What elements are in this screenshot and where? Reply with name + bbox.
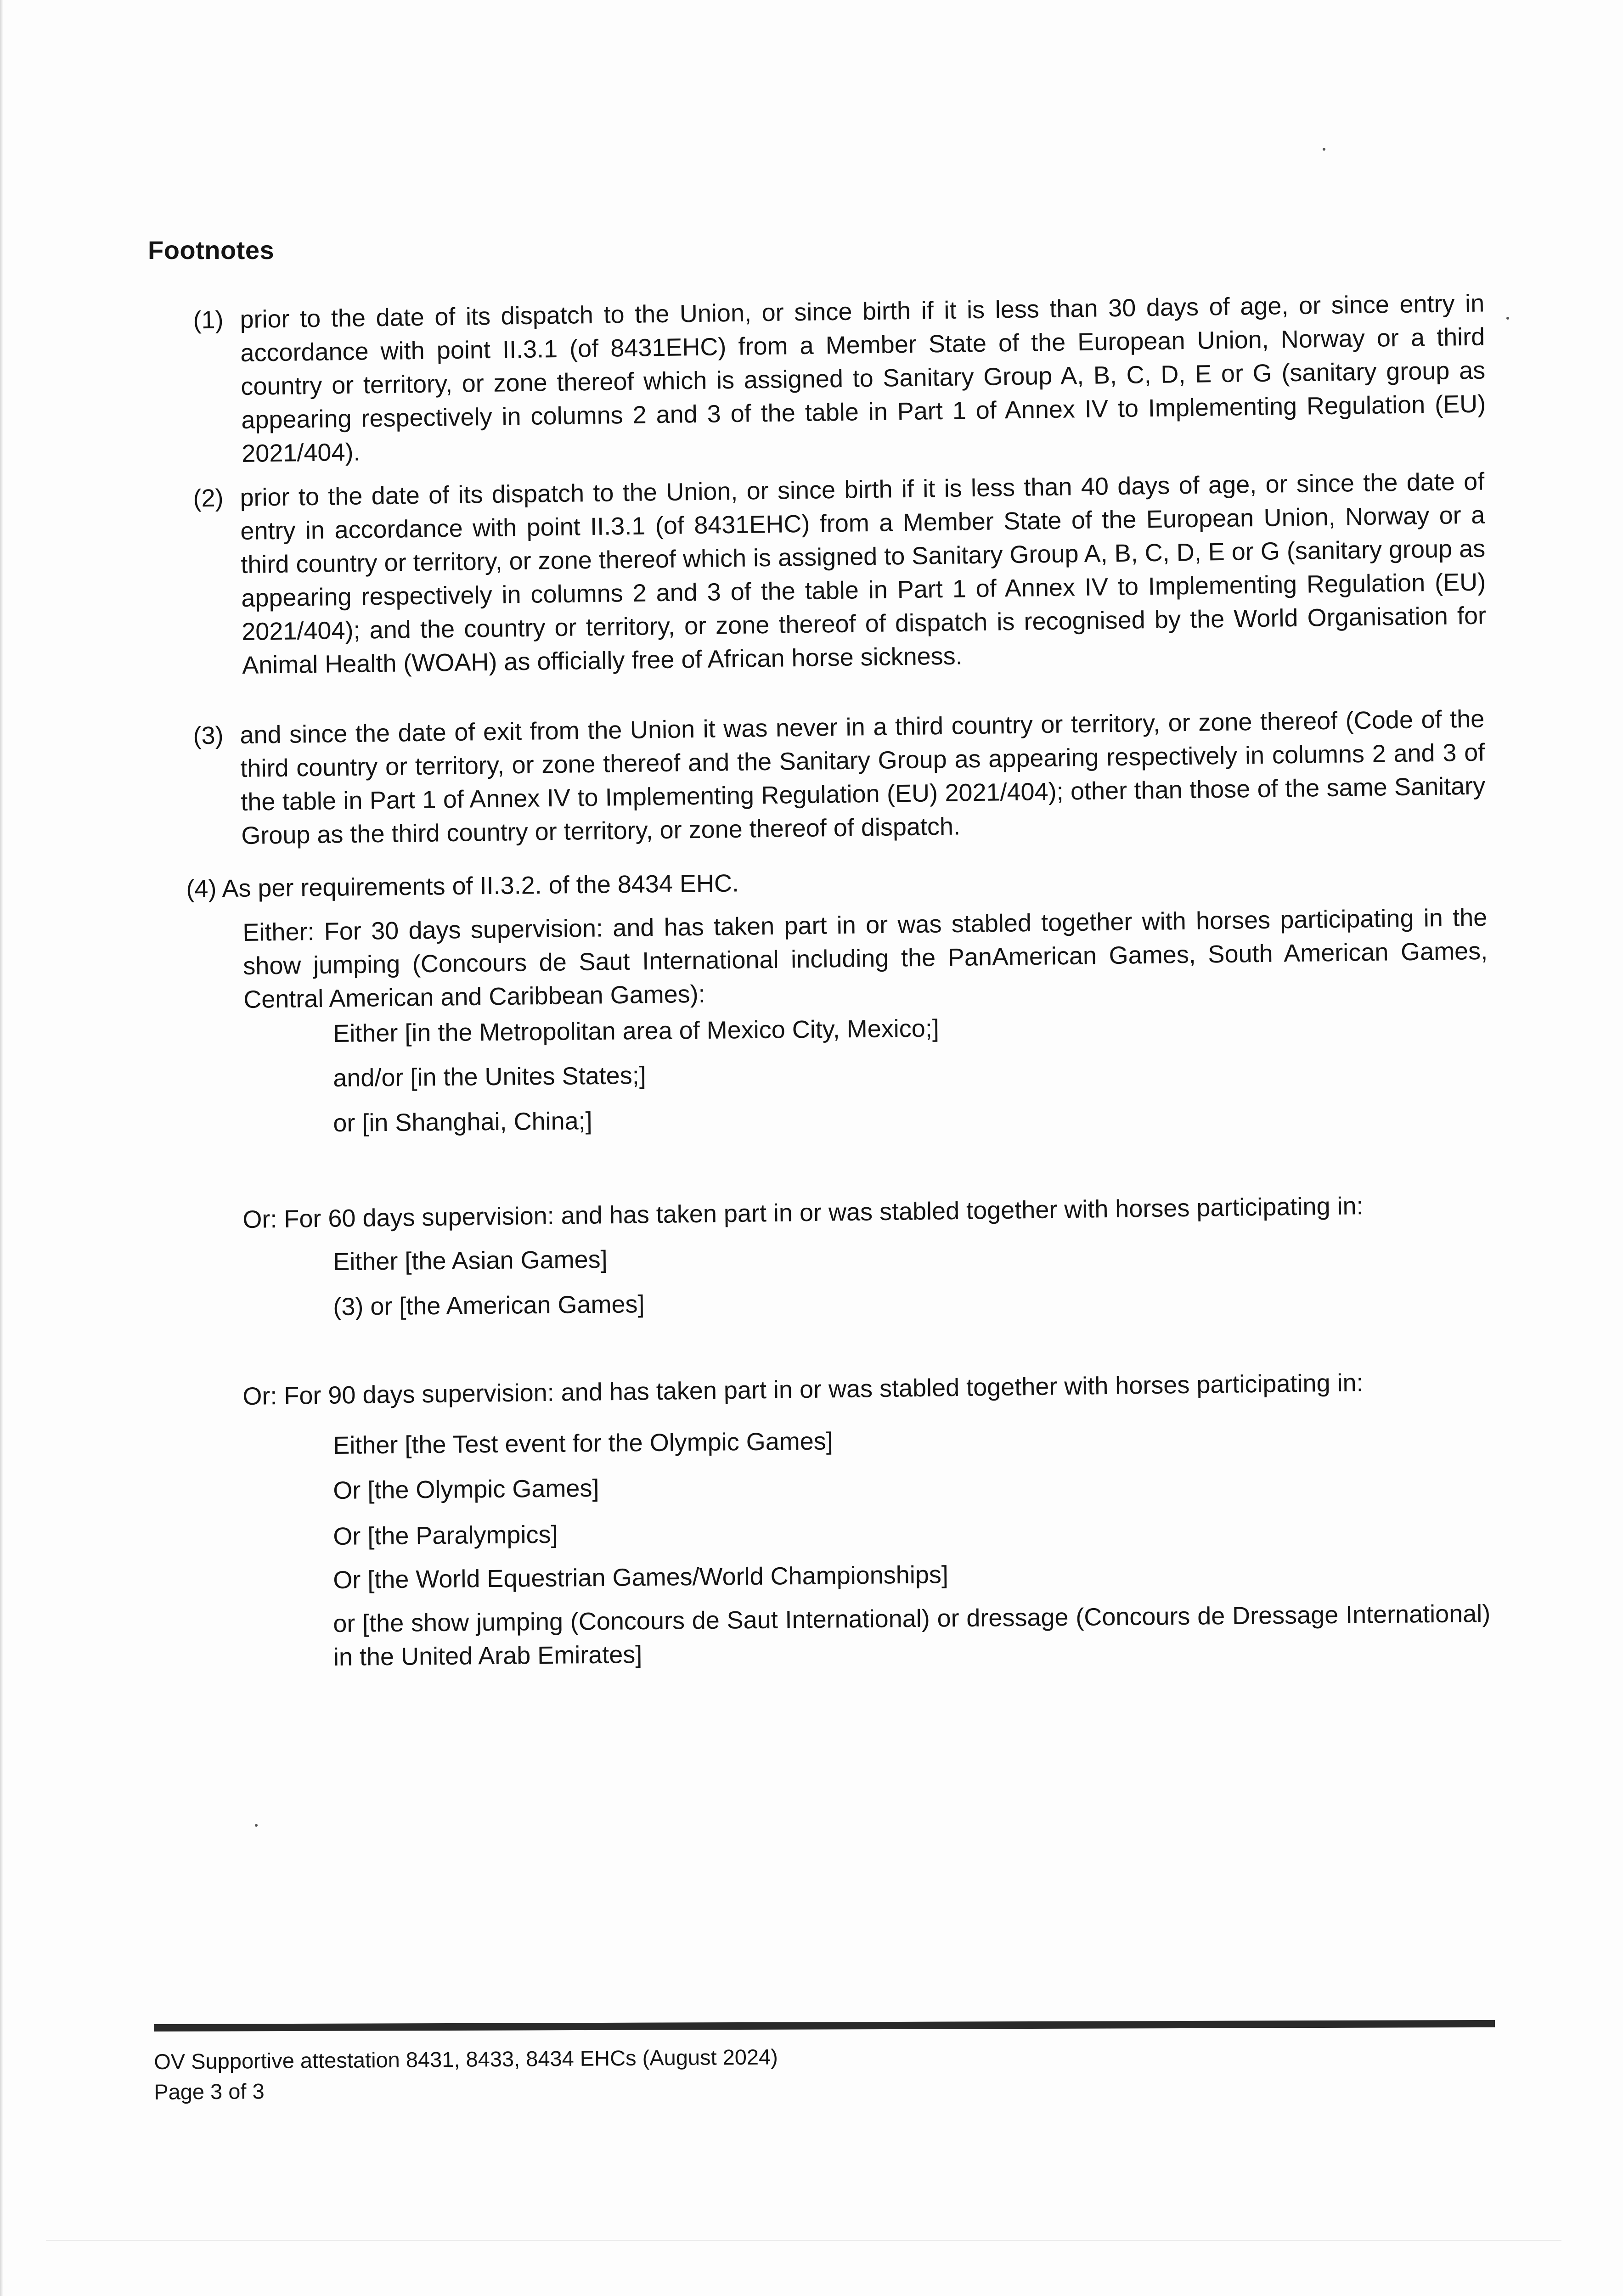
supervision-90-option: Or [the World Equestrian Games/World Championships] <box>333 1561 949 1594</box>
footnote-number: (3) <box>193 721 224 750</box>
supervision-60-option: Either [the Asian Games] <box>333 1245 608 1276</box>
supervision-90-intro: Or: For 90 days supervision: and has taken part in or was stabled together with horses participating in: <box>242 1369 1364 1410</box>
scan-speck <box>1506 317 1509 320</box>
footnote-text: prior to the date of its dispatch to the Union, or since birth if it is less than 30 days of age, or since entry in accordance with point II.3.1 (of 8431EHC) from a Member State of the European Union, Norway or a third country or territory, or zone thereof which is assigned to Sanitary Group A, B, C, D, E or G (sanitary group as appearing respectively in columns 2 and 3 of the table in Part 1 of Annex IV to Implementing Regulation (EU) 2021/404). <box>240 289 1486 467</box>
footnote-text: and since the date of exit from the Union it was never in a third country or territory, or zone thereof (Code of the third country or territory, or zone thereof and the Sanitary Group as appearing respectively in columns 2 and 3 of the table in Part 1 of Annex IV to Implementing Regulation (EU) 2021/404); other than those of the same Sanitary Group as the third country or territory, or zone thereof of dispatch. <box>240 705 1486 850</box>
footnote-3 <box>193 703 1486 853</box>
supervision-90-option: Either [the Test event for the Olympic Games] <box>333 1427 834 1459</box>
footer-divider <box>154 2020 1495 2032</box>
supervision-60-intro: Or: For 60 days supervision: and has taken part in or was stabled together with horses participating in: <box>242 1192 1364 1233</box>
scan-speck <box>1323 148 1325 151</box>
scan-bottom-edge <box>46 2240 1561 2241</box>
footer-document-title: OV Supportive attestation 8431, 8433, 8434 EHCs (August 2024) <box>154 2044 778 2074</box>
scan-speck <box>255 1824 258 1827</box>
scan-edge <box>0 0 3 2296</box>
footnote-number: (1) <box>193 306 224 334</box>
footnote-text: prior to the date of its dispatch to the Union, or since birth if it is less than 40 days of age, or since the date of entry in accordance with point II.3.1 (of 8431EHC) from a Member State of the European Union, Norway or a third country or territory, or zone thereof which is assigned to Sanitary Group A, B, C, D, E or G (sanitary group as appearing respectively in columns 2 and 3 of the table in Part 1 of Annex IV to Implementing Regulation (EU) 2021/404); and the country or territory, or zone thereof of dispatch is recognised by the World Organisation for Animal Health (WOAH) as officially free of African horse sickness. <box>240 467 1487 679</box>
supervision-30-option: Either [in the Metropolitan area of Mexico City, Mexico;] <box>333 1014 940 1047</box>
footnote-4-title: (4) As per requirements of II.3.2. of the 8434 EHC. <box>186 869 739 903</box>
supervision-90-option: or [the show jumping (Concours de Saut International) or dressage (Concours de Dressage International) in the United Arab Emirates] <box>333 1600 1491 1671</box>
footnote-2 <box>193 465 1487 682</box>
supervision-30-option: or [in Shanghai, China;] <box>333 1107 592 1137</box>
footnote-1 <box>193 287 1487 471</box>
supervision-60-option: (3) or [the American Games] <box>333 1290 645 1321</box>
supervision-30-option: and/or [in the Unites States;] <box>333 1062 646 1092</box>
footer-page-number: Page 3 of 3 <box>154 2079 265 2104</box>
footnotes-heading: Footnotes <box>148 236 275 264</box>
supervision-30-intro: Either: For 30 days supervision: and has taken part in or was stabled together with horses participating in the show jumping (Concours de Saut International including the PanAmerican Games, South American Games, Central American and Caribbean Games): <box>242 903 1488 1013</box>
supervision-90-option: Or [the Olympic Games] <box>333 1474 599 1504</box>
supervision-90-option: Or [the Paralympics] <box>333 1520 558 1550</box>
footnote-number: (2) <box>193 484 224 512</box>
